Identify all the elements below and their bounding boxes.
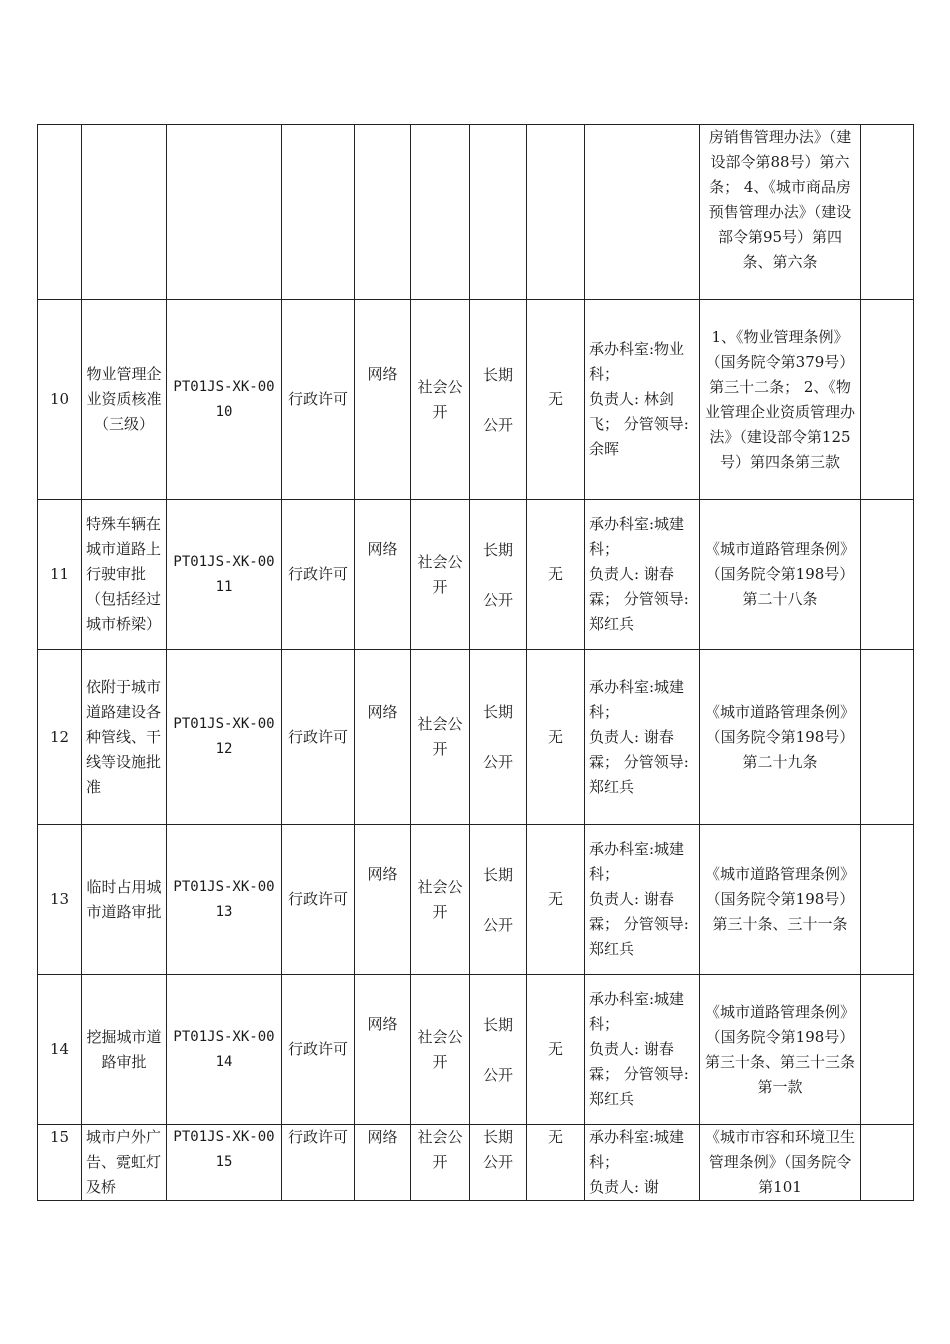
table-row — [38, 500, 914, 650]
responsible-dept-text: 承办科室:城建科； 负责人: 谢春霖； 分管领导:郑红兵 — [589, 515, 689, 633]
table-row — [38, 650, 914, 825]
item-code: PT01JS-XK-0010 — [167, 300, 282, 500]
responsible-dept — [585, 125, 700, 300]
publish-channel: 网络 — [355, 500, 411, 650]
responsible-dept-text: 承办科室:城建科； 负责人: 谢 — [589, 1128, 685, 1196]
responsible-dept-text: 承办科室:城建科； 负责人: 谢春霖； 分管领导:郑红兵 — [589, 677, 689, 796]
table-row — [38, 125, 914, 300]
remark — [861, 125, 914, 300]
publish-scope: 社会公开 — [411, 300, 470, 500]
publish-period: 长期 公开 — [470, 650, 527, 825]
publish-channel: 网络 — [355, 975, 411, 1125]
fee: 无 — [527, 825, 585, 975]
publish-period: 长期 公开 — [470, 975, 527, 1125]
item-category: 行政许可 — [282, 1125, 355, 1201]
publish-scope: 社会公开 — [411, 500, 470, 650]
responsible-dept — [585, 650, 700, 825]
legal-basis: 《城市道路管理条例》（国务院令第198号）第三十条、三十一条 — [700, 825, 861, 975]
publish-period: 长期 公开 — [470, 825, 527, 975]
table-row — [38, 1125, 914, 1201]
item-name: 依附于城市道路建设各种管线、干线等设施批准 — [82, 650, 167, 825]
item-code: PT01JS-XK-0014 — [167, 975, 282, 1125]
publish-scope: 社会公开 — [411, 1125, 470, 1201]
fee: 无 — [527, 975, 585, 1125]
responsible-dept — [585, 825, 700, 975]
legal-basis: 《城市道路管理条例》（国务院令第198号）第三十条、第三十三条第一款 — [700, 975, 861, 1125]
responsible-dept-text: 承办科室:物业科； 负责人: 林剑飞； 分管领导:余晖 — [589, 340, 689, 458]
row-number: 10 — [38, 300, 82, 500]
row-number: 14 — [38, 975, 82, 1125]
publish-scope: 社会公开 — [411, 975, 470, 1125]
row-number: 11 — [38, 500, 82, 650]
publish-channel: 网络 — [355, 650, 411, 825]
publish-channel — [355, 125, 411, 300]
row-number: 15 — [38, 1125, 82, 1201]
item-name — [82, 125, 167, 300]
legal-basis: 《城市道路管理条例》（国务院令第198号）第二十九条 — [700, 650, 861, 825]
publish-period — [470, 125, 527, 300]
responsible-dept — [585, 500, 700, 650]
remark — [861, 300, 914, 500]
publish-channel: 网络 — [355, 1125, 411, 1201]
publish-period: 长期 公开 — [470, 1125, 527, 1201]
fee: 无 — [527, 650, 585, 825]
fee: 无 — [527, 500, 585, 650]
row-number — [38, 125, 82, 300]
row-number: 13 — [38, 825, 82, 975]
table-row — [38, 975, 914, 1125]
remark — [861, 825, 914, 975]
item-category: 行政许可 — [282, 300, 355, 500]
row-number: 12 — [38, 650, 82, 825]
responsible-dept — [585, 1125, 700, 1201]
publish-scope: 社会公开 — [411, 650, 470, 825]
item-category — [282, 125, 355, 300]
fee: 无 — [527, 300, 585, 500]
remark — [861, 1125, 914, 1201]
item-name: 临时占用城市道路审批 — [82, 825, 167, 975]
item-name: 特殊车辆在城市道路上行驶审批（包括经过城市桥梁） — [82, 500, 167, 650]
responsible-dept-text: 承办科室:城建科； 负责人: 谢春霖； 分管领导:郑红兵 — [589, 840, 689, 958]
publish-channel: 网络 — [355, 825, 411, 975]
publish-scope: 社会公开 — [411, 825, 470, 975]
publish-period: 长期 公开 — [470, 300, 527, 500]
legal-basis: 《城市道路管理条例》（国务院令第198号）第二十八条 — [700, 500, 861, 650]
item-name: 挖掘城市道路审批 — [82, 975, 167, 1125]
item-category: 行政许可 — [282, 500, 355, 650]
fee — [527, 125, 585, 300]
item-category: 行政许可 — [282, 650, 355, 825]
remark — [861, 650, 914, 825]
item-category: 行政许可 — [282, 825, 355, 975]
publish-period: 长期 公开 — [470, 500, 527, 650]
fee: 无 — [527, 1125, 585, 1201]
publish-scope — [411, 125, 470, 300]
disclosure-table — [37, 124, 914, 1201]
item-name: 物业管理企业资质核准（三级） — [82, 300, 167, 500]
remark — [861, 500, 914, 650]
legal-basis: 《城市市容和环境卫生管理条例》（国务院令第101 — [700, 1125, 861, 1201]
remark — [861, 975, 914, 1125]
responsible-dept — [585, 300, 700, 500]
table-row — [38, 300, 914, 500]
item-code — [167, 125, 282, 300]
item-code: PT01JS-XK-0015 — [167, 1125, 282, 1201]
item-name: 城市户外广告、霓虹灯及桥 — [82, 1125, 167, 1201]
responsible-dept — [585, 975, 700, 1125]
responsible-dept-text: 承办科室:城建科； 负责人: 谢春霖； 分管领导:郑红兵 — [589, 990, 689, 1108]
legal-basis: 1、《物业管理条例》（国务院令第379号）第三十二条； 2、《物业管理企业资质管理办法》（建设部令第125号）第四条第三款 — [700, 300, 861, 500]
item-category: 行政许可 — [282, 975, 355, 1125]
table-row — [38, 825, 914, 975]
publish-channel: 网络 — [355, 300, 411, 500]
item-code: PT01JS-XK-0013 — [167, 825, 282, 975]
legal-basis: 房销售管理办法》（建设部令第88号）第六条； 4、《城市商品房预售管理办法》（建设部令第95号）第四条、第六条 — [700, 125, 861, 300]
item-code: PT01JS-XK-0012 — [167, 650, 282, 825]
item-code: PT01JS-XK-0011 — [167, 500, 282, 650]
